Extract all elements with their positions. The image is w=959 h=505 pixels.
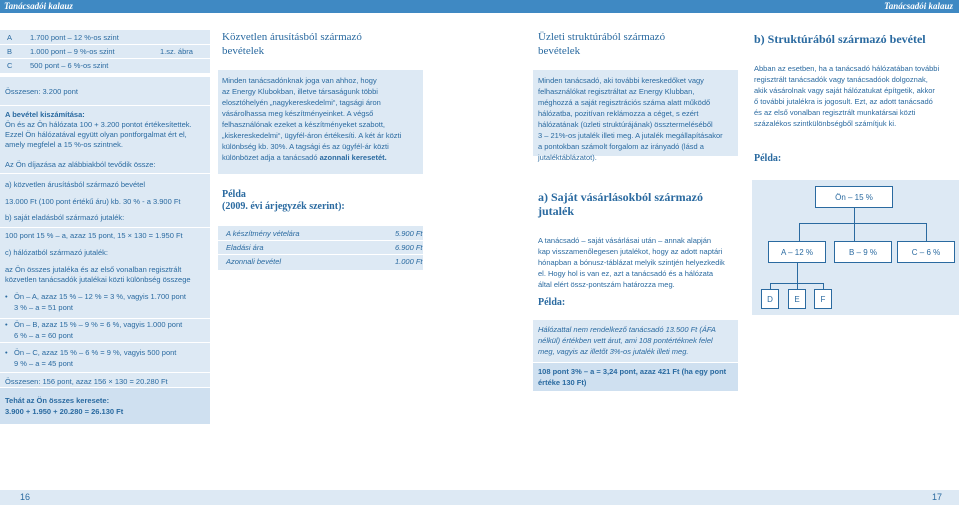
col3-example-line-3: meg, vagyis az illetőt 3%-os jutalék illeti meg. (538, 347, 689, 356)
example-title: Példa (222, 189, 246, 200)
calc-line-3: amely megfelel a 15 %-os szintnek. (5, 140, 123, 149)
level-a-letter: A (7, 33, 13, 42)
col3-heading-line-2: bevételek (538, 45, 581, 57)
calc-divider (0, 372, 210, 373)
calc-divider (0, 342, 210, 343)
level-c-text: 500 pont – 6 %-os szint (30, 61, 109, 70)
col2-body-line-7: különbség kb. 30%. A tagsági és az ügyfél-ár közti (222, 142, 389, 151)
calc-divider (0, 227, 210, 228)
example-subtitle: (2009. évi árjegyzék szerint): (222, 201, 345, 212)
list-bullet: • (5, 292, 8, 301)
col3-body-line-3: méghozzá a saját regisztrációs száma alatt működő (538, 98, 711, 107)
col3-body-line-1: Minden tanácsadó, aki további kereskedőket vagy (538, 76, 704, 85)
tree-connector (854, 223, 855, 241)
item-c-desc-1: az Ön összes jutaléka és az első vonalban regisztrált (5, 265, 182, 274)
level-c-letter: C (7, 61, 13, 70)
levels-divider (0, 58, 210, 59)
col3-body-line-4: hálózatba, pozitívan reklámozza a céget, s ezért (538, 109, 699, 118)
col4-heading: b) Struktúrából származó bevétel (754, 32, 926, 46)
item-b-value: 100 pont 15 % – a, azaz 15 pont, 15 × 130 = 1.950 Ft (5, 231, 183, 240)
item-a-title: a) közvetlen árusításból származó bevétel (5, 180, 146, 189)
col2-heading-line-1: Közvetlen árusításból származó (222, 31, 362, 43)
item-c-desc-2: közvetlen tanácsadók jutalékai közti különbség összege (5, 275, 191, 284)
list-item-3-line-1: Ön – C, azaz 15 % – 6 % = 9 %, vagyis 500 pont (14, 348, 177, 357)
tree-root-node: Ön – 15 % (815, 186, 893, 208)
col4-body-line-6: százalékos szintkülönbségből számítjuk ki. (754, 119, 897, 128)
col2-body-line-4: vásárolhassa meg készítményeinket. A végső (222, 109, 374, 118)
tree-connector (854, 208, 855, 223)
col3-body-line-8: jutaléktáblázatot). (538, 153, 597, 162)
table-row-1-value: 5.900 Ft (395, 229, 423, 238)
list-item-3-line-2: 9 % – a = 45 pont (14, 359, 74, 368)
list-bullet: • (5, 348, 8, 357)
col3-example-line-2: nélkül) értékben vett árut, ami 108 pontértéknek felel (538, 336, 713, 345)
total-value: 3.900 + 1.950 + 20.280 = 26.130 Ft (5, 407, 124, 416)
col4-example-label: Példa: (754, 153, 782, 164)
list-item-2-line-1: Ön – B, azaz 15 % – 9 % = 6 %, vagyis 1.000 pont (14, 320, 183, 329)
list-bullet: • (5, 320, 8, 329)
tree-node-d: D (761, 289, 779, 309)
tree-connector (799, 223, 926, 224)
level-a-text: 1.700 pont – 12 %-os szint (30, 33, 119, 42)
list-item-2-line-2: 6 % – a = 60 pont (14, 331, 74, 340)
page-number-left: 16 (20, 492, 31, 502)
table-row-3-value: 1.000 Ft (395, 257, 423, 266)
col4-body-line-3: akik vásárolnak vagy saját hálózatukat építgetik, akkor (754, 86, 935, 95)
col3-body-line-7: a pontokban számolt forgalom az irányadó (lásd a (538, 142, 704, 151)
col3-sub-line-3: hónapban a bónusz-táblázat melyik szintjén helyezkedik (538, 258, 725, 267)
table-row-2-value: 6.900 Ft (395, 243, 423, 252)
col2-body-bold: azonnali keresetét. (319, 153, 387, 162)
total-title: Tehát az Ön összes keresete: (5, 396, 110, 405)
col3-body-line-6: 3 – 21%-os jutalék illeti meg. A jutalék megállapításakor (538, 131, 723, 140)
col3-subheading-line-1: a) Saját vásárlásokból származó (538, 190, 703, 204)
list-item-1-line-2: 3 % – a = 51 pont (14, 303, 74, 312)
sum-line: Összesen: 156 pont, azaz 156 × 130 = 20.280 Ft (5, 377, 168, 386)
col2-heading-line-2: bevételek (222, 45, 265, 57)
table-row-2-label: Eladási ára (226, 243, 264, 252)
header-bar (0, 0, 959, 13)
item-c-title: c) hálózatból származó jutalék: (5, 248, 108, 257)
col4-body-line-2: regisztrált tanácsadók vagy tanácsadóok dolgoznak, (754, 75, 928, 84)
header-title-right: Tanácsadói kalauz (884, 1, 953, 11)
calc-divider (0, 173, 210, 174)
header-title-left: Tanácsadói kalauz (4, 1, 73, 11)
level-b-text: 1.000 pont – 9 %-os szint (30, 47, 115, 56)
col4-body-line-1: Abban az esetben, ha a tanácsadó hálózatában további (754, 64, 940, 73)
col2-body-line-2: az Energy Klubokban, illetve társaságunk többi (222, 87, 378, 96)
col3-heading-line-1: Üzleti struktúrából származó (538, 31, 666, 43)
col3-sub-line-5: által elért össz-pontszám határozza meg. (538, 280, 675, 289)
item-b-title: b) saját eladásból származó jutalék: (5, 213, 125, 222)
item-a-value: 13.000 Ft (100 pont értékű áru) kb. 30 % - a 3.900 Ft (5, 197, 181, 206)
table-row-1-label: A készítmény vételára (226, 229, 300, 238)
tree-node-c: C – 6 % (897, 241, 955, 263)
list-item-1-line-1: Ön – A, azaz 15 % – 12 % = 3 %, vagyis 1.700 pont (14, 292, 186, 301)
col3-result-line-1: 108 pont 3% – a = 3,24 pont, azaz 421 Ft (ha egy pont (538, 367, 727, 376)
col3-example-label: Példa: (538, 297, 566, 308)
footer-bar (0, 490, 959, 505)
tree-connector (797, 263, 798, 283)
calc-title: A bevétel kiszámítása: (5, 110, 85, 119)
tree-node-b: B – 9 % (834, 241, 892, 263)
col3-example-line-1: Hálózattal nem rendelkező tanácsadó 13.500 Ft (ÁFA (538, 325, 716, 334)
col3-sub-line-4: el. Hogy hol is van ez, azt a tanácsadó és a hálózata (538, 269, 714, 278)
col3-body-line-5: hálózatának (üzleti struktúrájának) össztermeléséből (538, 120, 713, 129)
table-divider (218, 254, 423, 255)
tree-connector (799, 223, 800, 241)
tree-node-e: E (788, 289, 806, 309)
col2-body-line-6: „kiskereskedelmi“, ügyfél-áron értékesíti. A két ár közti (222, 131, 402, 140)
calc-divider (0, 105, 210, 106)
tree-node-a: A – 12 % (768, 241, 826, 263)
figure-label: 1.sz. ábra (160, 47, 193, 56)
calc-line-2: Ezzel Ön hálózatával együtt olyan pontforgalmat ért el, (5, 130, 187, 139)
tree-connector (926, 223, 927, 241)
fee-intro: Az Ön díjazása az alábbiakból tevődik össze: (5, 160, 156, 169)
page-number-right: 17 (932, 492, 943, 502)
col4-body-line-4: ő további jutalékra is jogosult. Ezt, az adott tanácsadó (754, 97, 933, 106)
col3-sub-line-1: A tanácsadó – saját vásárlásai után – annak alapján (538, 236, 712, 245)
col2-body-line-8 (222, 153, 387, 163)
table-divider (218, 240, 423, 241)
level-b-letter: B (7, 47, 13, 56)
points-total: Összesen: 3.200 pont (5, 87, 78, 96)
col3-sub-line-2: kap visszamenőlegesen jutalékot, hogy az adott naptári (538, 247, 723, 256)
col2-body-line-1: Minden tanácsadónknak joga van ahhoz, hogy (222, 76, 377, 85)
col2-body-line-5: felhasználónak ezeket a készítményeket szabott, (222, 120, 386, 129)
col4-body-line-5: és az első vonalban regisztrált munkatársai közti (754, 108, 916, 117)
col3-subheading-line-2: jutalék (538, 204, 574, 218)
col3-result-line-2: értéke 130 Ft) (538, 378, 587, 387)
calc-divider (0, 318, 210, 319)
calc-line-1: Ön és az Ön hálózata 100 + 3.200 pontot értékesítettek. (5, 120, 192, 129)
col2-body-text: különbözet adja a tanácsadó (222, 153, 320, 162)
levels-divider (0, 44, 210, 45)
tree-node-f: F (814, 289, 832, 309)
table-row-3-label: Azonnali bevétel (226, 257, 282, 266)
col3-body-line-2: felhasználókat regisztráltat az Energy Klubban, (538, 87, 695, 96)
col2-body-line-3: elosztóhelyén „nagykereskedelmi“, tagsági áron (222, 98, 381, 107)
